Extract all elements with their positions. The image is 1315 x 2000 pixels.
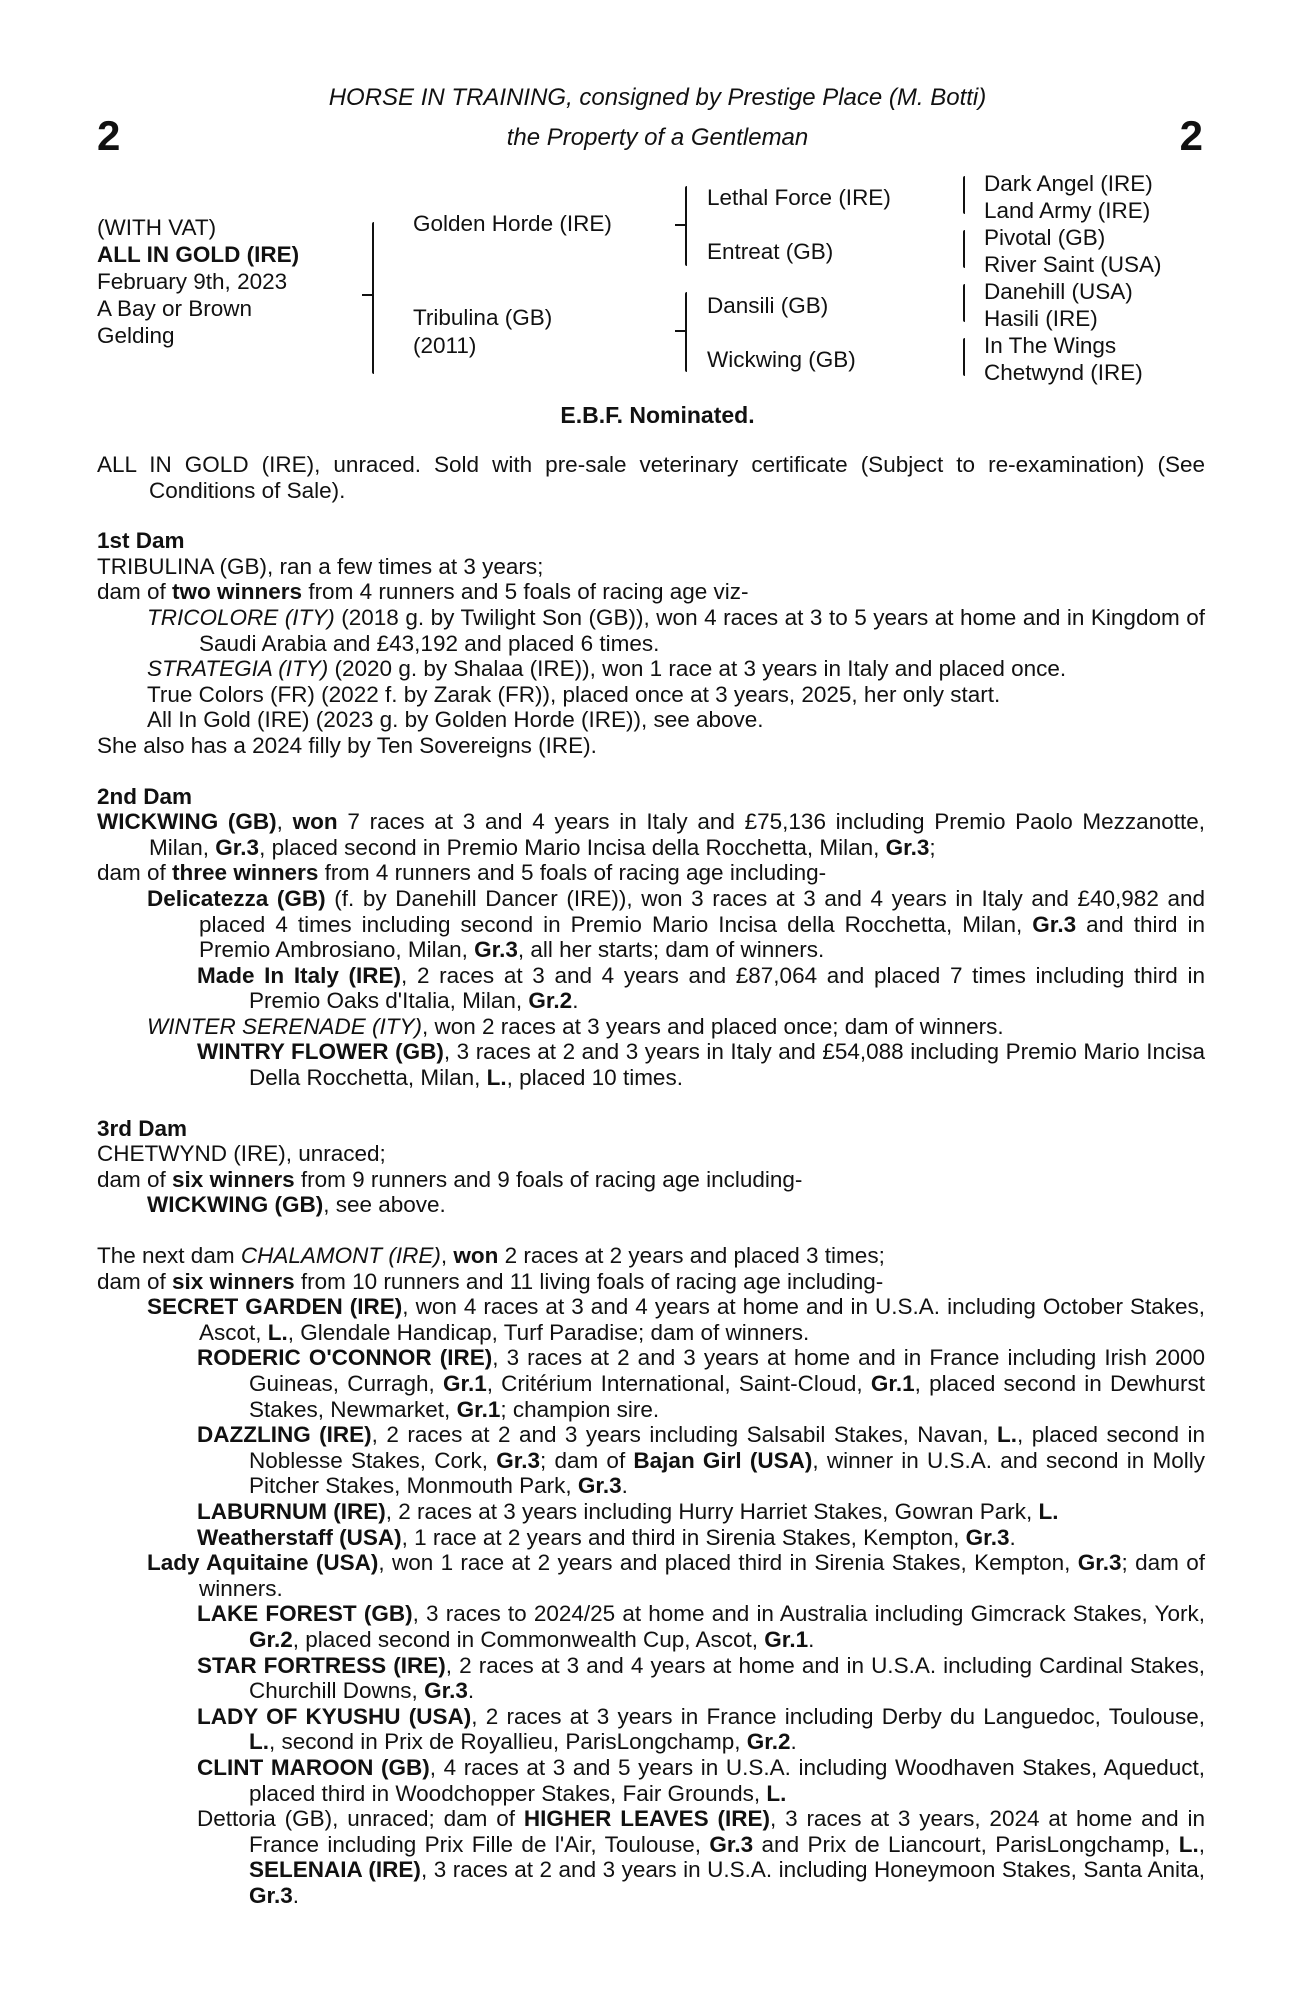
sire: Golden Horde (IRE): [413, 211, 612, 236]
second-dam-heading: 2nd Dam: [97, 783, 193, 809]
second-dam-line: WICKWING (GB), won 7 races at 3 and 4 years in Italy and £75,136 including Premio Paolo Mezzanotte, Milan, Gr.3, placed second in Premio Mario Incisa della Rocchetta, Milan, Gr.3;: [97, 809, 1205, 860]
dam-year: (2011): [413, 333, 477, 358]
sds: Pivotal (GB): [984, 225, 1106, 250]
produce-winter-serenade: WINTER SERENADE (ITY), won 2 races at 3 years and placed once; dam of winners.: [147, 1013, 1004, 1039]
vat-label: (WITH VAT): [97, 215, 217, 240]
intro-paragraph: ALL IN GOLD (IRE), unraced. Sold with pre-sale veterinary certificate (Subject to re-examination) (See Conditions of Sale).: [97, 452, 1205, 503]
produce-roderic-oconnor: RODERIC O'CONNOR (IRE), 3 races at 2 and 3 years at home and in France including Irish 2000 Guineas, Curragh, Gr.1, Critérium International, Saint-Cloud, Gr.1, placed second in Dewhurst Stakes, Newmarket, Gr.1; champion sire.: [197, 1345, 1205, 1422]
produce-lake-forest: LAKE FOREST (GB), 3 races to 2024/25 at home and in Australia including Gimcrack Stakes, York, Gr.2, placed second in Commonwealth Cup, Ascot, Gr.1.: [197, 1601, 1206, 1652]
dam-brace-tip: [675, 330, 685, 332]
ddd: Chetwynd (IRE): [984, 360, 1143, 385]
ebf-nominated: E.B.F. Nominated.: [560, 402, 755, 428]
dds: In The Wings: [984, 333, 1117, 358]
brace-3a: [963, 176, 965, 214]
gen3-group-a: [984, 170, 1162, 386]
next-dam-produce-line: dam of six winners from 10 runners and 11 living foals of racing age including-: [97, 1268, 884, 1294]
third-dam-produce-line: dam of six winners from 9 runners and 9 foals of racing age including-: [97, 1166, 803, 1192]
sire-dam: Entreat (GB): [707, 239, 834, 264]
first-dam-line: TRIBULINA (GB), ran a few times at 3 years;: [97, 553, 544, 579]
first-dam-heading: 1st Dam: [97, 528, 185, 554]
consignor-line: HORSE IN TRAINING, consigned by Prestige Place (M. Botti): [328, 84, 987, 111]
dam-dam: Wickwing (GB): [707, 347, 856, 372]
pedigree-brace-main: [372, 222, 374, 374]
pedigree-brace-tip: [362, 294, 372, 296]
produce-wickwing: WICKWING (GB), see above.: [147, 1192, 446, 1218]
produce-dazzling: DAZZLING (IRE), 2 races at 2 and 3 years including Salsabil Stakes, Navan, L., placed second in Noblesse Stakes, Cork, Gr.3; dam of Bajan Girl (USA), winner in U.S.A. and second in Molly Pitcher Stakes, Monmouth Park, Gr.3.: [197, 1422, 1205, 1499]
sire-brace: [685, 186, 687, 266]
ssd: Land Army (IRE): [984, 198, 1151, 223]
produce-all-in-gold: All In Gold (IRE) (2023 g. by Golden Horde (IRE)), see above.: [147, 707, 764, 733]
produce-secret-garden: SECRET GARDEN (IRE), won 4 races at 3 and 4 years at home and in U.S.A. including October Stakes, Ascot, L., Glendale Handicap, Turf Paradise; dam of winners.: [147, 1294, 1205, 1345]
produce-lady-aquitaine: Lady Aquitaine (USA), won 1 race at 2 years and placed third in Sirenia Stakes, Kempton, Gr.3; dam of winners.: [147, 1550, 1205, 1601]
lot-number-right: 2: [1179, 112, 1203, 159]
dam-sire: Dansili (GB): [707, 293, 829, 318]
produce-weatherstaff: Weatherstaff (USA), 1 race at 2 years and third in Sirenia Stakes, Kempton, Gr.3.: [197, 1524, 1016, 1550]
produce-true-colors: True Colors (FR) (2022 f. by Zarak (FR)), placed once at 3 years, 2025, her only start.: [147, 681, 1001, 707]
produce-strategia: STRATEGIA (ITY) (2020 g. by Shalaa (IRE)), won 1 race at 3 years in Italy and placed once.: [147, 656, 1067, 682]
dam: Tribulina (GB): [413, 305, 553, 330]
foaling-date: February 9th, 2023: [97, 269, 288, 294]
sire-brace-tip: [675, 224, 685, 226]
dss: Danehill (USA): [984, 279, 1133, 304]
brace-3b: [963, 230, 965, 268]
catalogue-text: [97, 452, 1205, 1908]
produce-star-fortress: STAR FORTRESS (IRE), 2 races at 3 and 4 years at home and in U.S.A. including Cardinal Stakes, Churchill Downs, Gr.3.: [197, 1652, 1205, 1704]
produce-clint-maroon: CLINT MAROON (GB), 4 races at 3 and 5 years in U.S.A. including Woodhaven Stakes, Aqueduct, placed third in Woodchopper Stakes, Fair Grounds, L.: [197, 1754, 1205, 1806]
horse-colour: A Bay or Brown: [97, 296, 253, 321]
horse-sex: Gelding: [97, 323, 175, 348]
third-dam-heading: 3rd Dam: [97, 1115, 188, 1141]
next-dam-line: The next dam CHALAMONT (IRE), won 2 races at 2 years and placed 3 times;: [97, 1243, 885, 1269]
sdd: River Saint (USA): [984, 252, 1162, 277]
produce-wintry-flower: WINTRY FLOWER (GB), 3 races at 2 and 3 years in Italy and £54,088 including Premio Mario Incisa Della Rocchetta, Milan, L., placed 10 times.: [197, 1039, 1205, 1091]
produce-delicatezza: Delicatezza (GB) (f. by Danehill Dancer (IRE)), won 3 races at 3 and 4 years in Italy and £40,982 and placed 4 times including second in Premio Mario Incisa della Rocchetta, Milan, Gr.3 and third in Premio Ambrosiano, Milan, Gr.3, all her starts; dam of winners.: [147, 885, 1206, 963]
lot-number-left: 2: [97, 112, 121, 159]
produce-tricolore: TRICOLORE (ITY) (2018 g. by Twilight Son (GB)), won 4 races at 3 to 5 years at home and in Kingdom of Saudi Arabia and £43,192 and placed 6 times.: [147, 604, 1205, 656]
brace-3d: [963, 338, 965, 376]
sss: Dark Angel (IRE): [984, 171, 1153, 196]
produce-lady-of-kyushu: LADY OF KYUSHU (USA), 2 races at 3 years in France including Derby du Languedoc, Toulouse, L., second in Prix de Royallieu, ParisLongchamp, Gr.2.: [197, 1703, 1206, 1755]
horse-info: [97, 214, 299, 349]
first-dam-foal-note: She also has a 2024 filly by Ten Sovereigns (IRE).: [97, 732, 597, 758]
sire-sire: Lethal Force (IRE): [707, 185, 891, 210]
dsd: Hasili (IRE): [984, 306, 1098, 331]
produce-laburnum: LABURNUM (IRE), 2 races at 3 years including Hurry Harriet Stakes, Gowran Park, L.: [197, 1498, 1059, 1524]
horse-name: ALL IN GOLD (IRE): [97, 242, 300, 267]
first-dam-produce-line: dam of two winners from 4 runners and 5 foals of racing age viz-: [97, 579, 749, 605]
produce-dettoria: Dettoria (GB), unraced; dam of HIGHER LEAVES (IRE), 3 races at 3 years, 2024 at home and in France including Prix Fille de l'Air, Toulouse, Gr.3 and Prix de Liancourt, ParisLongchamp, L., SELENAIA (IRE), 3 races at 2 and 3 years in U.S.A. including Honeymoon Stakes, Santa Anita, Gr.3.: [197, 1806, 1206, 1908]
produce-made-in-italy: Made In Italy (IRE), 2 races at 3 and 4 years and £87,064 and placed 7 times including third in Premio Oaks d'Italia, Milan, Gr.2.: [197, 962, 1205, 1014]
property-line: the Property of a Gentleman: [506, 124, 809, 151]
dam-brace: [685, 292, 687, 372]
second-dam-produce-line: dam of three winners from 4 runners and 5 foals of racing age including-: [97, 860, 827, 886]
third-dam-line: CHETWYND (IRE), unraced;: [97, 1141, 386, 1167]
brace-3c: [963, 284, 965, 322]
